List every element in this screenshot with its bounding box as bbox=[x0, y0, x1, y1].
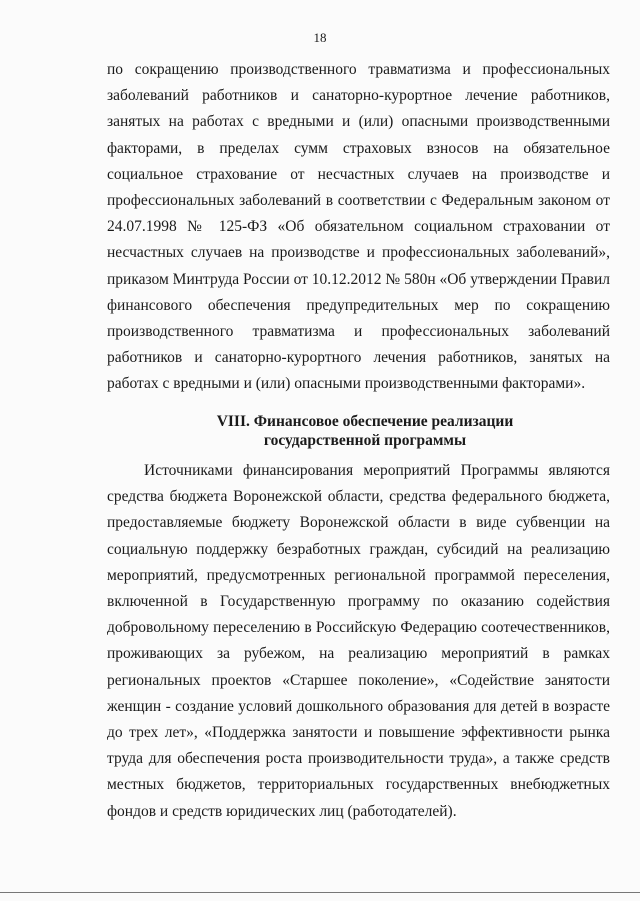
page-number: 18 bbox=[313, 30, 327, 45]
scan-edge-line bbox=[0, 892, 640, 893]
paragraph-funding-sources: Источниками финансирования мероприятий Программы являются средства бюджета Воронежской области, средства федерального бюджета, предоставляемые бюджету Воронежской области в виде субвенции на социальную поддержку безработных граждан, субсидий на реализацию мероприятий, предусмотренных региональной программой переселения, включенной в Государственную программу по оказанию содействия добровольному переселению в Российскую Федерацию соотечественников, проживающих за рубежом, на реализацию мероприятий в рамках региональных проектов «Старшее поколение», «Содействие занятости женщин - создание условий дошкольного образования для детей в возрасте до трех лет», «Поддержка занятости и повышение эффективности рынка труда для обеспечения роста производительности труда», а также средств местных бюджетов, территориальных государственных внебюджетных фондов и средств юридических лиц (работодателей). bbox=[107, 462, 610, 820]
section-heading-line-2: государственной программы bbox=[263, 432, 467, 449]
paragraph-continuation: по сокращению производственного травматизма и профессиональных заболеваний работников и санаторно-курортное лечение работников, занятых на работах с вредными и (или) опасными производственными факторами, в пределах сумм страховых взносов на обязательное социальное страхование от несчастных случаев на производстве и профессиональных заболеваний в соответствии с Федеральным законом от 24.07.1998 № 125-ФЗ «Об обязательном социальном страховании от несчастных случаев на производстве и профессиональных заболеваний», приказом Минтруда России от 10.12.2012 № 580н «Об утверждении Правил финансового обеспечения предупредительных мер по сокращению производственного травматизма и профессиональных заболеваний работников и санаторно-курортного лечения работников, занятых на работах с вредными и (или) опасными производственными факторами». bbox=[107, 61, 610, 393]
section-heading bbox=[100, 412, 630, 450]
section-heading-line-1: VIII. Финансовое обеспечение реализации bbox=[216, 413, 514, 430]
